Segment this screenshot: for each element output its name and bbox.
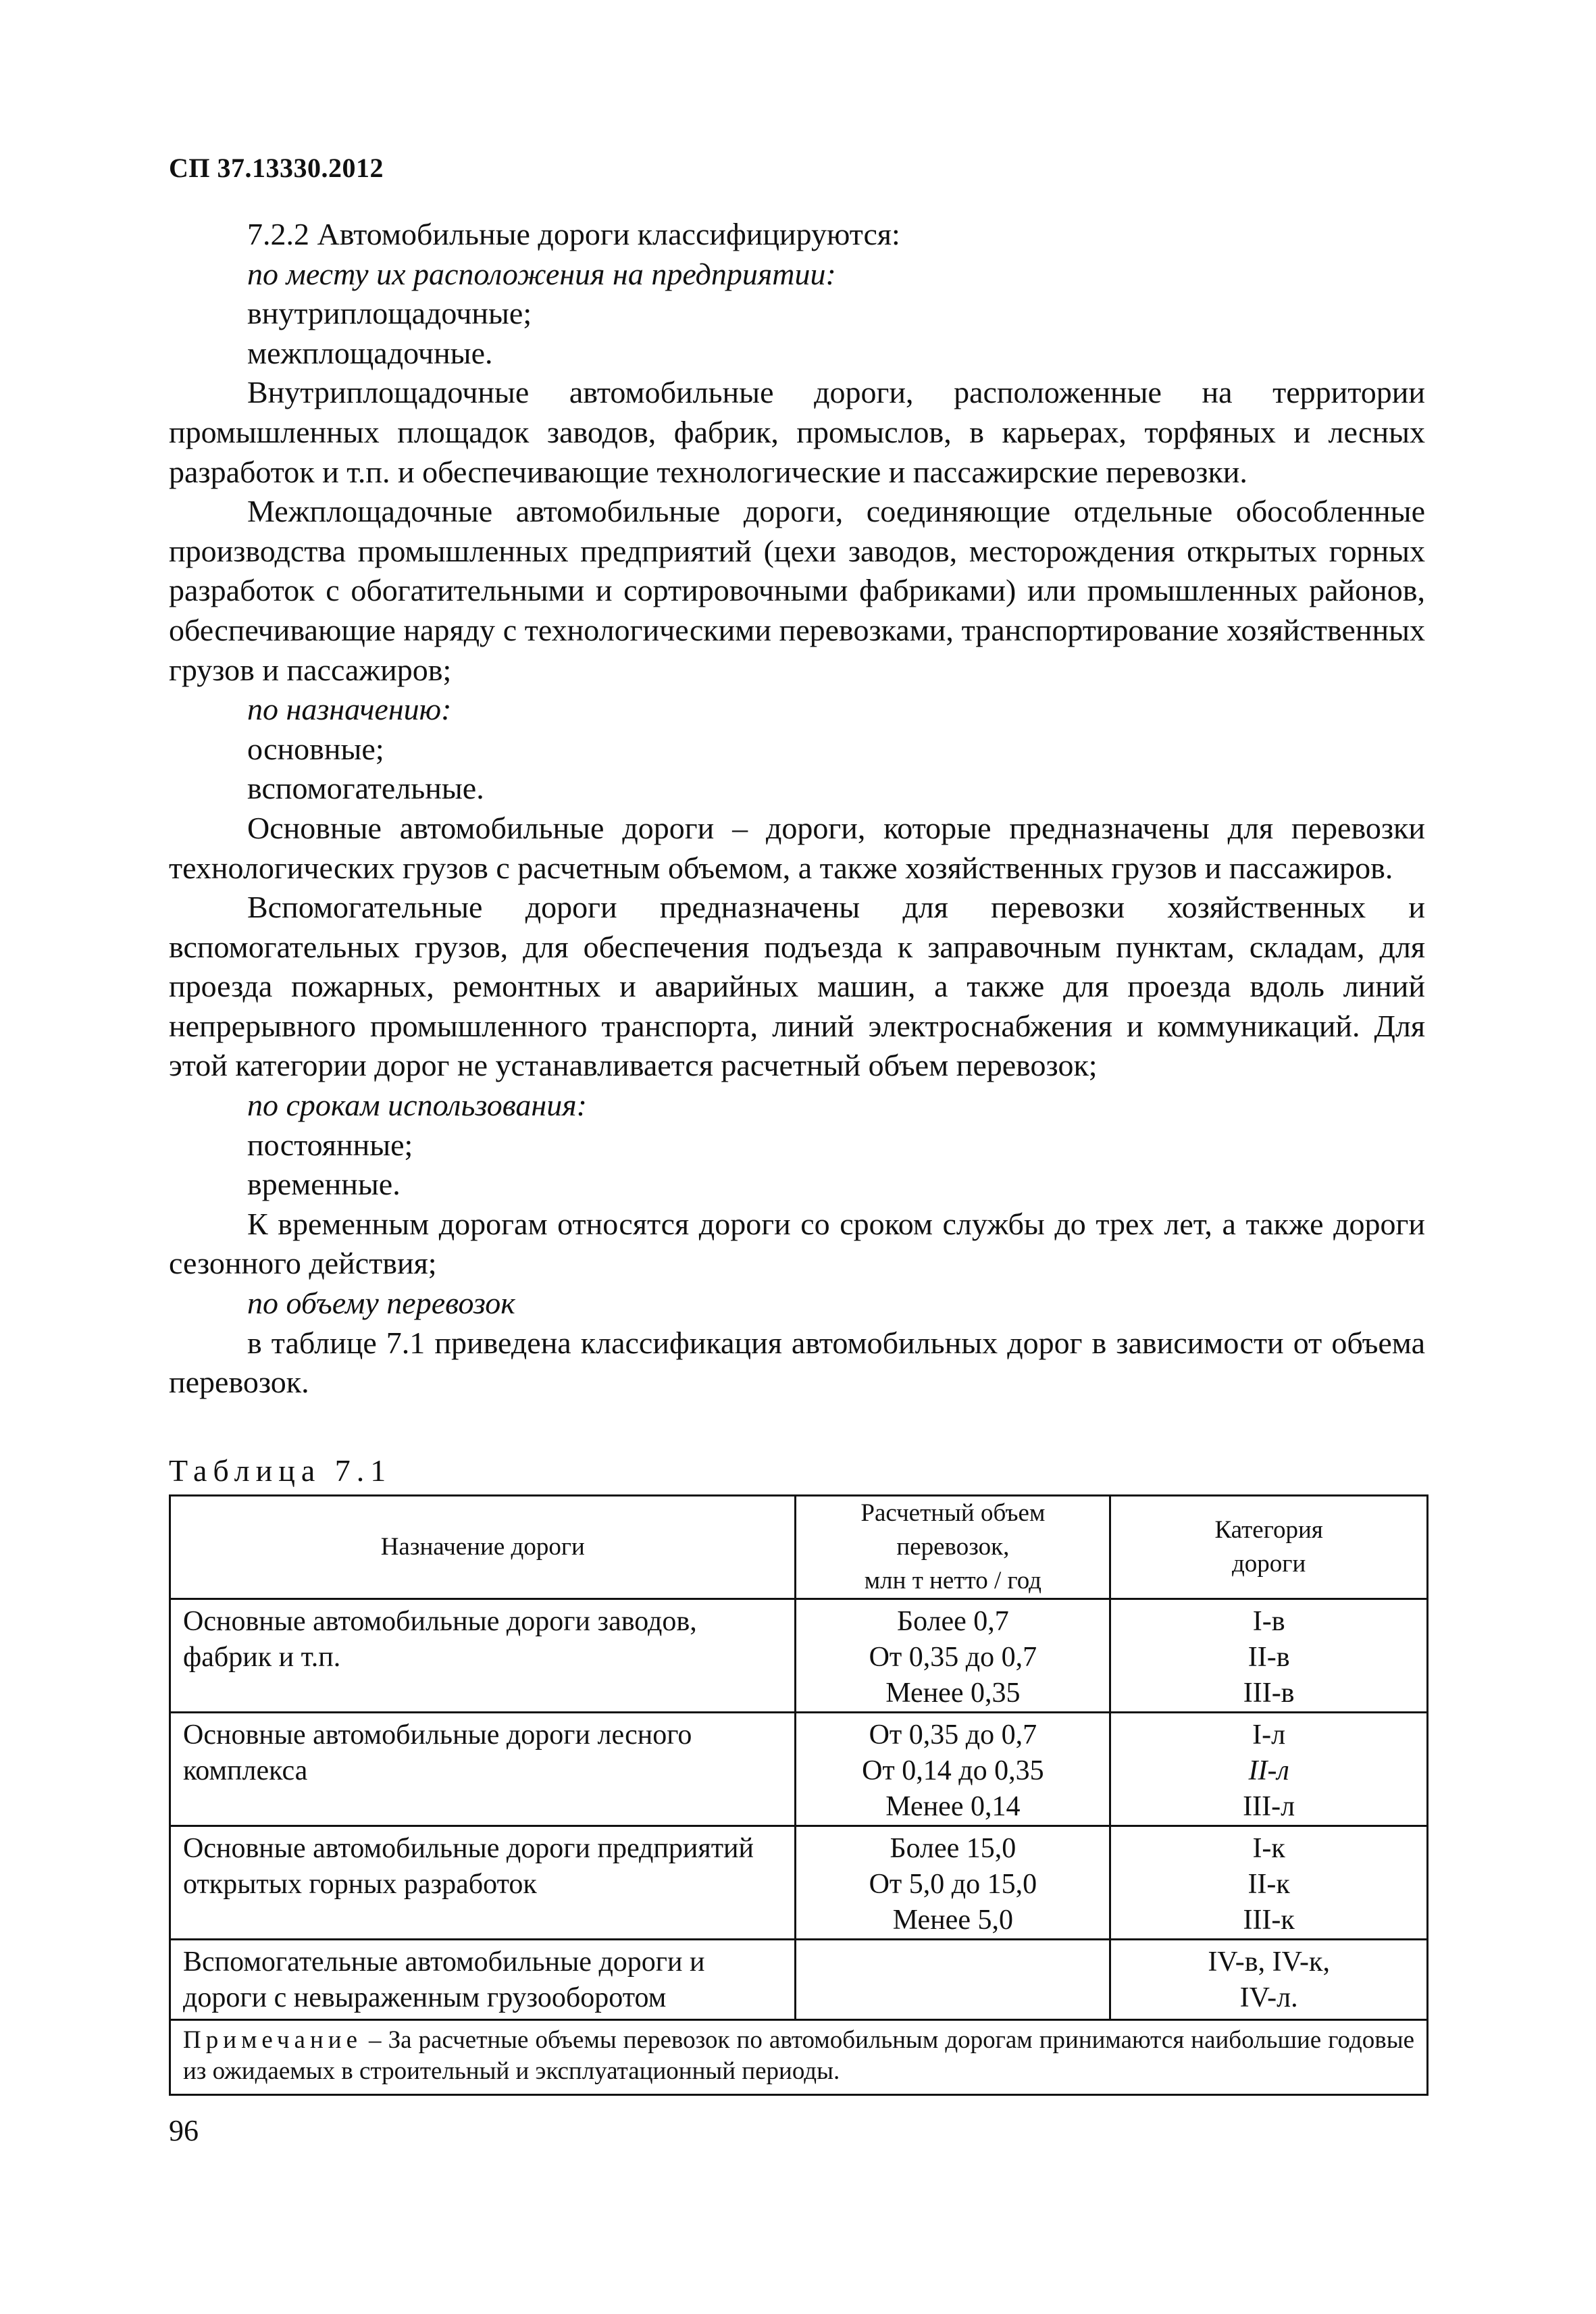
header-volume [796,1496,1110,1599]
volume-value: От 0,35 до 0,7 [869,1719,1037,1751]
category-value: III-в [1243,1678,1295,1709]
row-categories [1110,1713,1428,1826]
table-row [170,1713,1428,1826]
table-note [170,2020,1428,2095]
table-row [170,1940,1428,2020]
category-value: II-к [1247,1869,1290,1900]
list-item-main: основные; [247,731,384,766]
category-value: I-л [1252,1719,1286,1751]
row-categories [1110,1940,1428,2020]
table-note-row [170,2020,1428,2095]
row-volumes-empty [796,1940,1110,2020]
category-value: IV-в, IV-к, [1208,1946,1330,1978]
table-caption: Таблица 7.1 [169,1453,392,1488]
list-heading-purpose: по назначению: [247,692,452,727]
volume-value: Более 0,7 [896,1606,1009,1637]
row-purpose: Вспомогательные автомобильные дороги и дороги с невыраженным грузооборотом [170,1940,796,2020]
row-purpose: Основные автомобильные дороги лесного комплекса [170,1713,796,1826]
volume-value: От 0,14 до 0,35 [862,1755,1044,1786]
category-value: III-к [1243,1905,1295,1936]
volume-value: Менее 5,0 [892,1905,1013,1936]
row-volumes [796,1599,1110,1713]
category-value: I-к [1252,1833,1285,1864]
row-purpose: Основные автомобильные дороги заводов, фабрик и т.п. [170,1599,796,1713]
paragraph-auxiliary-definition: Вспомогательные дороги предназначены для перевозки хозяйственных и вспомогательных грузов, для обеспечения подъезда к заправочным пунктам, складам, для проезда пожарных, ремонтных и аварийных машин, а также для проезда вдоль линий непрерывного промышленного транспорта, линий электроснабжения и коммуникаций. Для этой категории дорог не устанавливается расчетный объем перевозок; [169,890,1425,1083]
list-item-auxiliary: вспомогательные. [247,771,484,806]
classification-table [169,1494,1428,2096]
paragraph-main-definition: Основные автомобильные дороги – дороги, которые предназначены для перевозки технологических грузов с расчетным объемом, а также хозяйственных грузов и пассажиров. [169,810,1425,885]
list-heading-duration: по срокам использования: [247,1088,587,1123]
list-item-intersite: межплощадочные. [247,335,493,370]
page-number: 96 [169,2114,199,2147]
volume-value: От 5,0 до 15,0 [869,1869,1037,1900]
header-volume-line-1: Расчетный объем [860,1499,1046,1527]
list-heading-location: по месту их расположения на предприятии: [247,256,836,291]
row-volumes [796,1713,1110,1826]
row-categories [1110,1826,1428,1940]
header-category-line-1: Категория [1214,1516,1323,1544]
note-label: Примечание [183,2026,362,2054]
volume-value: Менее 0,14 [885,1791,1021,1822]
table-header-row [170,1496,1428,1599]
paragraph-intrasite-definition: Внутриплощадочные автомобильные дороги, расположенные на территории промышленных площадок заводов, фабрик, промыслов, в карьерах, торфяных и лесных разработок и т.п. и обеспечивающие технологические и пассажирские перевозки. [169,375,1425,489]
header-category [1110,1496,1428,1599]
category-value: IV-л. [1239,1982,1298,2013]
category-value: III-л [1243,1791,1295,1822]
paragraph-temporary-definition: К временным дорогам относятся дороги со сроком службы до трех лет, а также дороги сезонного действия; [169,1206,1425,1281]
list-heading-volume: по объему перевозок [247,1286,515,1321]
category-value: I-в [1252,1606,1285,1637]
row-categories [1110,1599,1428,1713]
paragraph-intersite-definition: Межплощадочные автомобильные дороги, соединяющие отдельные обособленные производства промышленных предприятий (цехи заводов, месторождения открытых горных разработок с обогатительными и сортировочными фабриками) или промышленных районов, обеспечивающие наряду с технологическими перевозками, транспортирование хозяйственных грузов и пассажиров; [169,494,1425,687]
list-item-temporary: временные. [247,1167,401,1202]
volume-value: Более 15,0 [890,1833,1016,1864]
header-purpose: Назначение дороги [170,1496,796,1599]
category-value: II-в [1247,1642,1290,1673]
volume-value: От 0,35 до 0,7 [869,1642,1037,1673]
list-item-permanent: постоянные; [247,1127,413,1162]
paragraph-7-2-2: 7.2.2 Автомобильные дороги классифицируются: [247,217,900,251]
category-value: II-л [1248,1755,1289,1786]
volume-value: Менее 0,35 [885,1678,1021,1709]
row-purpose: Основные автомобильные дороги предприятий открытых горных разработок [170,1826,796,1940]
table-row [170,1599,1428,1713]
list-item-intrasite: внутриплощадочные; [247,296,532,331]
header-volume-line-3: млн т нетто / год [864,1567,1041,1594]
header-category-line-2: дороги [1231,1550,1306,1578]
document-code: СП 37.13330.2012 [169,153,384,183]
header-volume-line-2: перевозок, [896,1533,1010,1561]
paragraph-table-reference: в таблице 7.1 приведена классификация автомобильных дорог в зависимости от объема перевозок. [169,1325,1425,1400]
table-row [170,1826,1428,1940]
row-volumes [796,1826,1110,1940]
body-text [169,215,1425,1403]
note-text: – За расчетные объемы перевозок по автомобильным дорогам принимаются наибольшие годовые из ожидаемых в строительный и эксплуатационный периоды. [183,2026,1414,2085]
